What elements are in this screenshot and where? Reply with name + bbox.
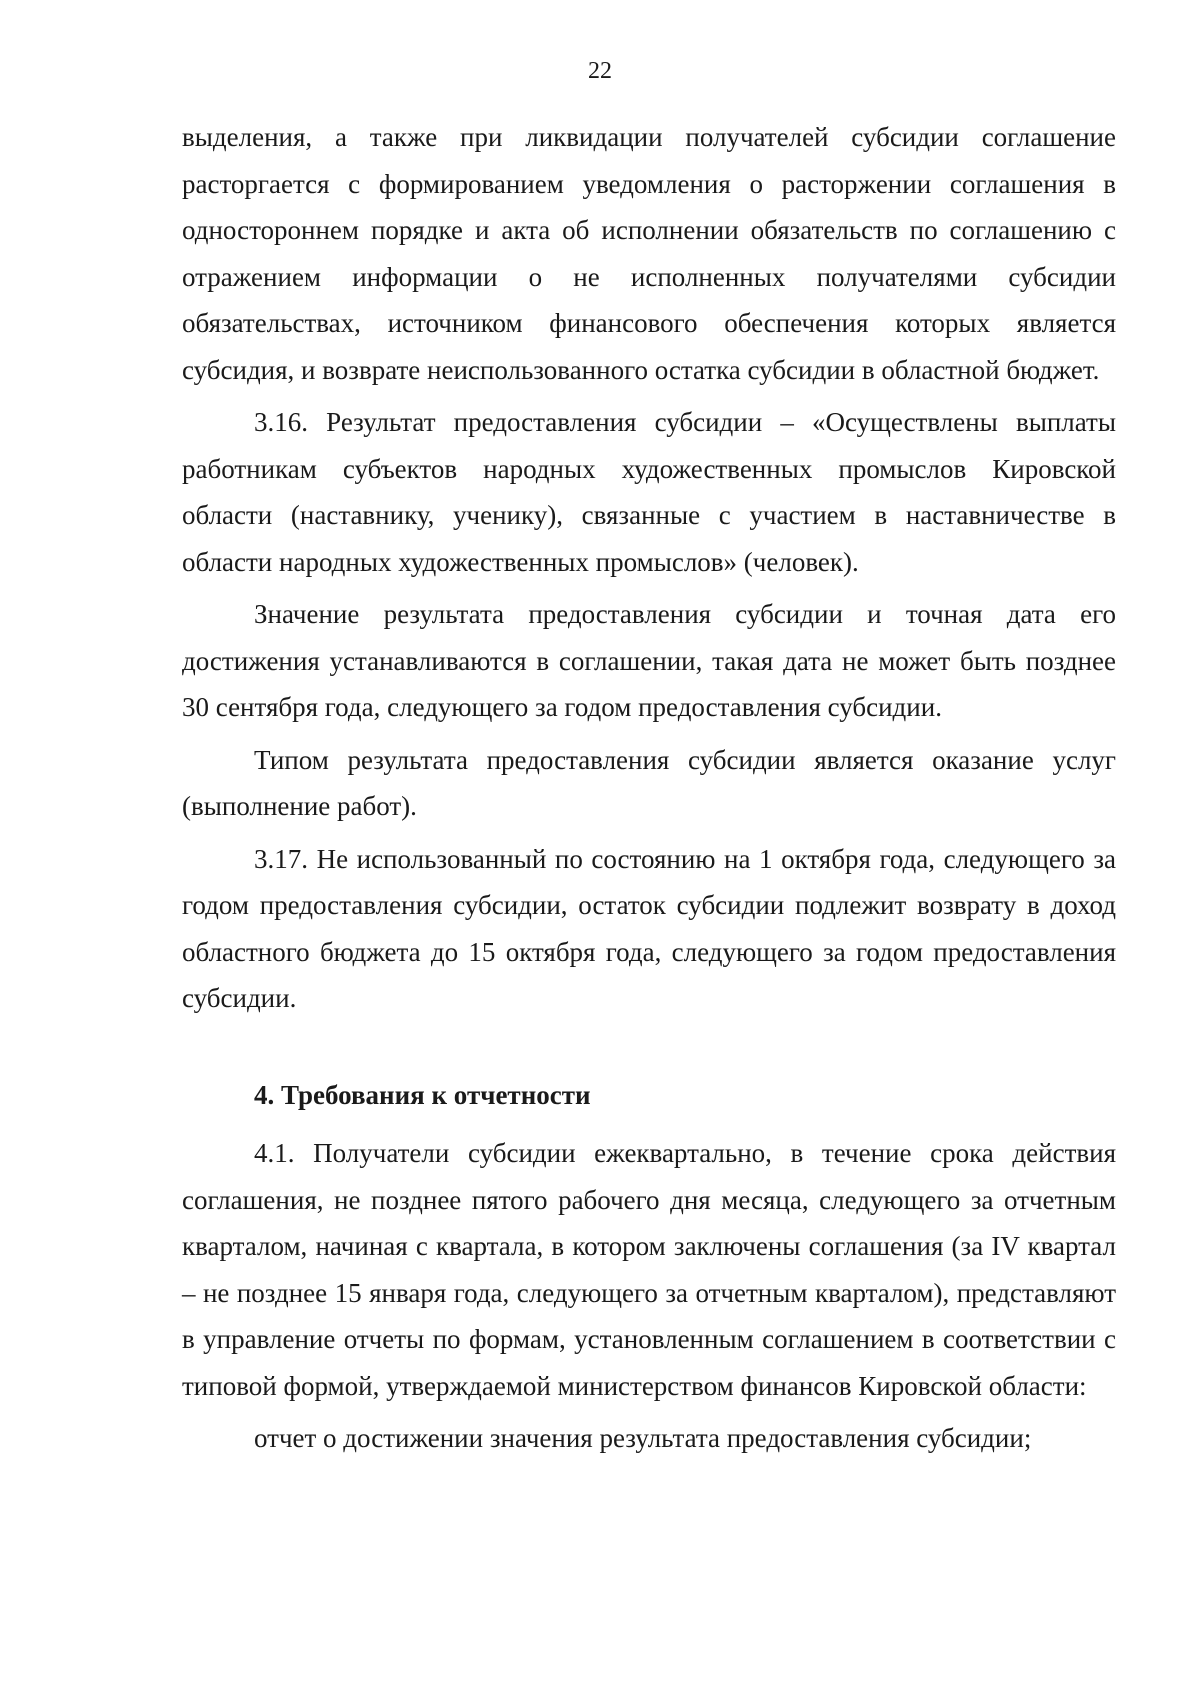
page-number: 22 — [588, 58, 612, 84]
paragraph-4-1-reports: 4.1. Получатели субсидии ежеквартально, в течение срока действия соглашения, не позднее пятого рабочего дня месяца, следующего за отчетным кварталом, начиная с квартала, в котором заключены соглашения (за IV квартал – не позднее 15 января года, следующего за отчетным кварталом), представляют в управление отчеты по формам, установленным соглашением в соответствии с типовой формой, утверждаемой министерством финансов Кировской области: — [182, 1138, 1116, 1401]
paragraph-result-value: Значение результата предоставления субсидии и точная дата его достижения устанавливаются в соглашении, такая дата не может быть позднее 30 сентября года, следующего за годом предоставления субсидии. — [182, 599, 1116, 722]
paragraph-3-16-result: 3.16. Результат предоставления субсидии – «Осуществлены выплаты работникам субъектов народных художественных промыслов Кировской области (наставнику, ученику), связанные с участием в наставничестве в области народных художественных промыслов» (человек). — [182, 407, 1116, 577]
paragraph-report-item: отчет о достижении значения результата предоставления субсидии; — [254, 1423, 1032, 1453]
paragraph-3-17-return: 3.17. Не использованный по состоянию на 1 октября года, следующего за годом предоставления субсидии, остаток субсидии подлежит возврату в доход областного бюджета до 15 октября года, следующего за годом предоставления субсидии. — [182, 843, 1116, 1013]
section-heading-reporting: 4. Требования к отчетности — [254, 1079, 591, 1110]
document-body — [182, 114, 1116, 1462]
paragraph-termination: выделения, а также при ликвидации получателей субсидии соглашение расторгается с формированием уведомления о расторжении соглашения в одностороннем порядке и акта об исполнении обязательств по соглашению с отражением информации о не исполненных получателями субсидии обязательствах, источником финансового обеспечения которых является субсидия, и возврате неиспользованного остатка субсидии в областной бюджет. — [182, 122, 1116, 385]
paragraph-result-type: Типом результата предоставления субсидии является оказание услуг (выполнение работ). — [182, 744, 1116, 821]
